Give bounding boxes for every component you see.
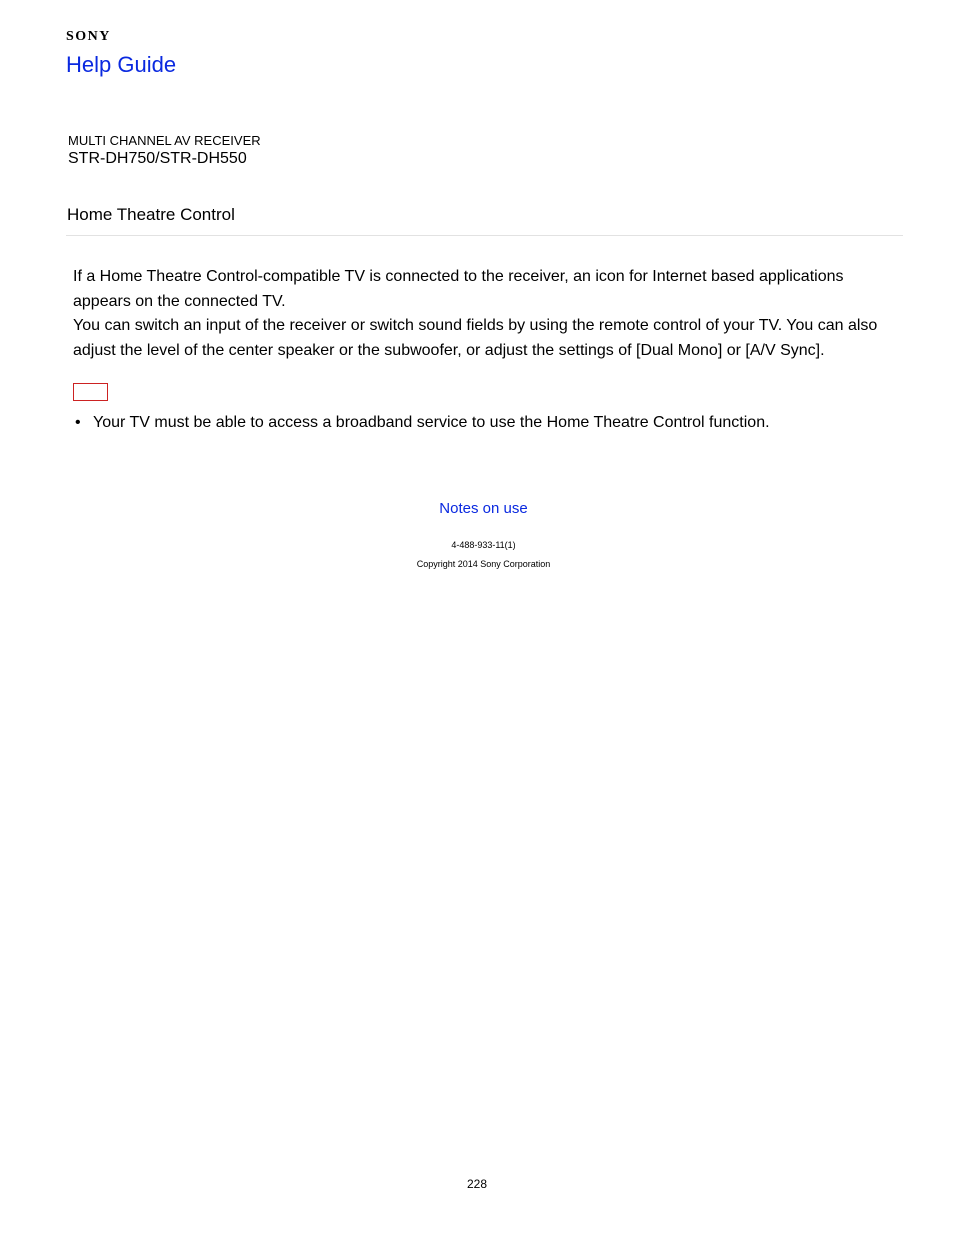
bullet-icon: • (75, 414, 81, 431)
topic-body (73, 265, 903, 363)
note-label-box (73, 383, 108, 401)
body-paragraph: If a Home Theatre Control-compatible TV is connected to the receiver, an icon for Internet based applications appears on the connected TV. (73, 268, 844, 310)
help-guide-link[interactable]: Help Guide (66, 52, 177, 77)
title-divider (66, 235, 903, 236)
copyright-notice: Copyright 2014 Sony Corporation (416, 559, 551, 569)
note-item (73, 411, 903, 435)
notes-on-use-link[interactable]: Notes on use (439, 500, 528, 517)
document-number: 4-488-933-11(1) (451, 540, 516, 550)
page-title: Home Theatre Control (67, 205, 235, 224)
model-name: STR-DH750/STR-DH550 (68, 150, 247, 167)
body-paragraph: You can switch an input of the receiver or switch sound fields by using the remote control of your TV. You can also adjust the level of the center speaker or the subwoofer, or adjust the settings of [Dual Mono] or [A/V Sync]. (73, 317, 878, 359)
product-category: MULTI CHANNEL AV RECEIVER (68, 133, 261, 148)
sony-logo: SONY (66, 29, 111, 44)
note-list (73, 411, 903, 435)
note-text: Your TV must be able to access a broadband service to use the Home Theatre Control function. (93, 414, 770, 431)
page-number: 228 (466, 1177, 488, 1191)
